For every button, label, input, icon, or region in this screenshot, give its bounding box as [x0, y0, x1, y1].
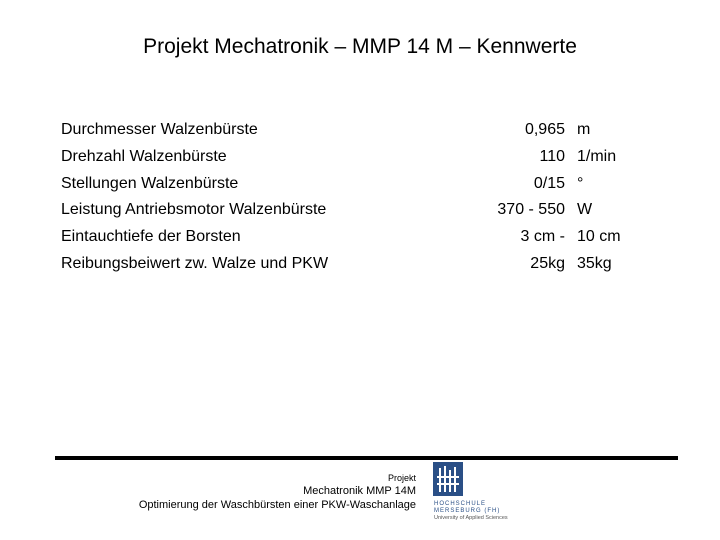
spec-row	[0, 117, 720, 143]
spec-value: 110	[539, 148, 565, 165]
spec-row	[0, 251, 720, 277]
spec-value: 0/15	[533, 175, 565, 192]
spec-label: Drehzahl Walzenbürste	[61, 148, 227, 165]
footer-divider	[55, 456, 678, 460]
slide-title: Projekt Mechatronik – MMP 14 M – Kennwerte	[143, 35, 577, 58]
spec-unit: m	[577, 121, 591, 138]
spec-unit: W	[577, 201, 593, 218]
spec-label: Leistung Antriebsmotor Walzenbürste	[61, 201, 327, 218]
spec-value: 0,965	[524, 121, 565, 138]
spec-unit: 10 cm	[577, 228, 621, 245]
spec-row	[0, 197, 720, 223]
spec-label: Stellungen Walzenbürste	[61, 175, 239, 192]
spec-label: Reibungsbeiwert zw. Walze und PKW	[61, 255, 329, 272]
spec-row	[0, 144, 720, 170]
spec-label: Durchmesser Walzenbürste	[61, 121, 258, 138]
spec-value: 25kg	[530, 255, 565, 272]
footer-caption	[139, 472, 416, 512]
spec-label: Eintauchtiefe der Borsten	[61, 228, 241, 245]
footer-project-name: Mechatronik MMP 14M	[303, 485, 416, 497]
logo-wordmark	[434, 501, 508, 522]
footer-project-label: Projekt	[387, 473, 416, 483]
logo-line-3: University of Applied Sciences	[434, 515, 508, 521]
spec-row	[0, 224, 720, 250]
footer-subtitle: Optimierung der Waschbürsten einer PKW-Waschanlage	[138, 499, 416, 511]
spec-row	[0, 171, 720, 197]
spec-value: 3 cm -	[520, 228, 565, 245]
logo-line-2: MERSEBURG (FH)	[434, 508, 501, 514]
spec-unit: 35kg	[577, 255, 612, 272]
spec-unit: °	[577, 175, 584, 192]
spec-value: 370 - 550	[497, 201, 565, 218]
university-logo-icon	[433, 462, 523, 534]
logo-line-1: HOCHSCHULE	[434, 501, 487, 507]
spec-unit: 1/min	[577, 148, 617, 165]
